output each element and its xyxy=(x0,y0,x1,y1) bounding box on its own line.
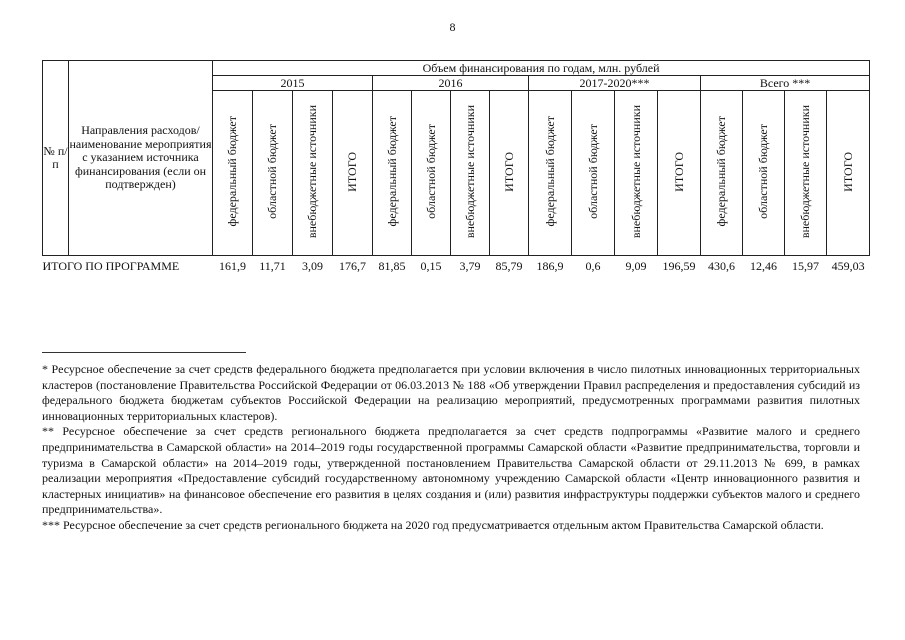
total-cell: 196,59 xyxy=(662,258,696,273)
subheader-total: ИТОГО xyxy=(658,91,701,256)
subheader-extrabudget: внебюджетные источники xyxy=(785,91,827,256)
subheader-federal: федеральный бюджет xyxy=(701,91,743,256)
footnote-3: *** Ресурсное обеспечение за счет средств регионального бюджета на 2020 год предусматривается отдельным актом Правительства Самарской области. xyxy=(42,517,824,532)
footnote-divider xyxy=(42,352,246,353)
total-cell: 3,79 xyxy=(459,258,481,273)
subheader-federal: федеральный бюджет xyxy=(213,91,253,256)
financing-group-header: Объем финансирования по годам, млн. рублей xyxy=(213,61,870,76)
subheader-extrabudget: внебюджетные источники xyxy=(293,91,333,256)
total-cell: 0,15 xyxy=(420,258,442,273)
total-cell: 0,6 xyxy=(585,258,601,273)
year-header-2017-2020: 2017-2020*** xyxy=(529,76,701,91)
total-cell: 85,79 xyxy=(495,258,523,273)
total-cell: 430,6 xyxy=(708,258,735,273)
total-cell: 9,09 xyxy=(625,258,647,273)
subheader-extrabudget: внебюджетные источники xyxy=(451,91,490,256)
total-cell: 12,46 xyxy=(750,258,777,273)
subheader-extrabudget: внебюджетные источники xyxy=(615,91,658,256)
total-cell: 3,09 xyxy=(302,258,323,273)
subheader-total: ИТОГО xyxy=(490,91,529,256)
subheader-total: ИТОГО xyxy=(827,91,870,256)
subheader-federal: федеральный бюджет xyxy=(373,91,412,256)
footnote-1: * Ресурсное обеспечение за счет средств федерального бюджета предполагается при условии включения в число пилотных инновационных территориальных кластеров (постановление Правительства Российской Федерации от 06.03.2013 № 188 «Об утверждении Правил распределения и предоставления субсидий из федерального бюджета бюджетам субъектов Российской Федерации на реализацию мероприятий, предусмотренных программами развития пилотных инновационных территориальных кластеров). xyxy=(42,362,860,423)
year-header-2015: 2015 xyxy=(213,76,373,91)
subheader-regional: областной бюджет xyxy=(743,91,785,256)
subheader-regional: областной бюджет xyxy=(572,91,615,256)
footnotes xyxy=(42,362,860,534)
page-number: 8 xyxy=(449,20,456,34)
column-header-direction: Направления расходов/ наименование мероприятия с указанием источника финансирования (если он подтвержден) xyxy=(69,61,213,256)
subheader-total: ИТОГО xyxy=(333,91,373,256)
year-header-2016: 2016 xyxy=(373,76,529,91)
footnote-2: ** Ресурсное обеспечение за счет средств регионального бюджета предполагается за счет средств подпрограммы «Развитие малого и среднего предпринимательства в Самарской области» на 2014–2019 годы государственной программы Самарской области «Развитие предпринимательства, торговли и туризма в Самарской области» на 2014–2019 годы, утвержденной постановлением Правительства Самарской области от 29.11.2013 № 699, в рамках реализации мероприятия «Предоставление субсидий государственному автономному учреждению Самарской области «Центр инновационного развития и кластерных инициатив» на финансовое обеспечение его развития в целях создания и (или) развития инфраструктуры поддержки субъектов малого и среднего предпринимательства». xyxy=(42,424,860,517)
total-cell: 81,85 xyxy=(378,258,406,273)
total-cell: 15,97 xyxy=(792,258,819,273)
subheader-regional: областной бюджет xyxy=(412,91,451,256)
column-header-number: № п/п xyxy=(43,61,69,256)
financing-table xyxy=(42,60,870,274)
total-row-label: ИТОГО ПО ПРОГРАММЕ xyxy=(42,258,180,273)
total-row xyxy=(43,256,870,275)
year-header-total: Всего *** xyxy=(701,76,870,91)
subheader-regional: областной бюджет xyxy=(253,91,293,256)
total-cell: 11,71 xyxy=(259,258,286,273)
total-cell: 176,7 xyxy=(339,258,366,273)
total-cell: 459,03 xyxy=(831,258,865,273)
total-cell: 186,9 xyxy=(536,258,564,273)
total-cell: 161,9 xyxy=(219,258,246,273)
subheader-federal: федеральный бюджет xyxy=(529,91,572,256)
